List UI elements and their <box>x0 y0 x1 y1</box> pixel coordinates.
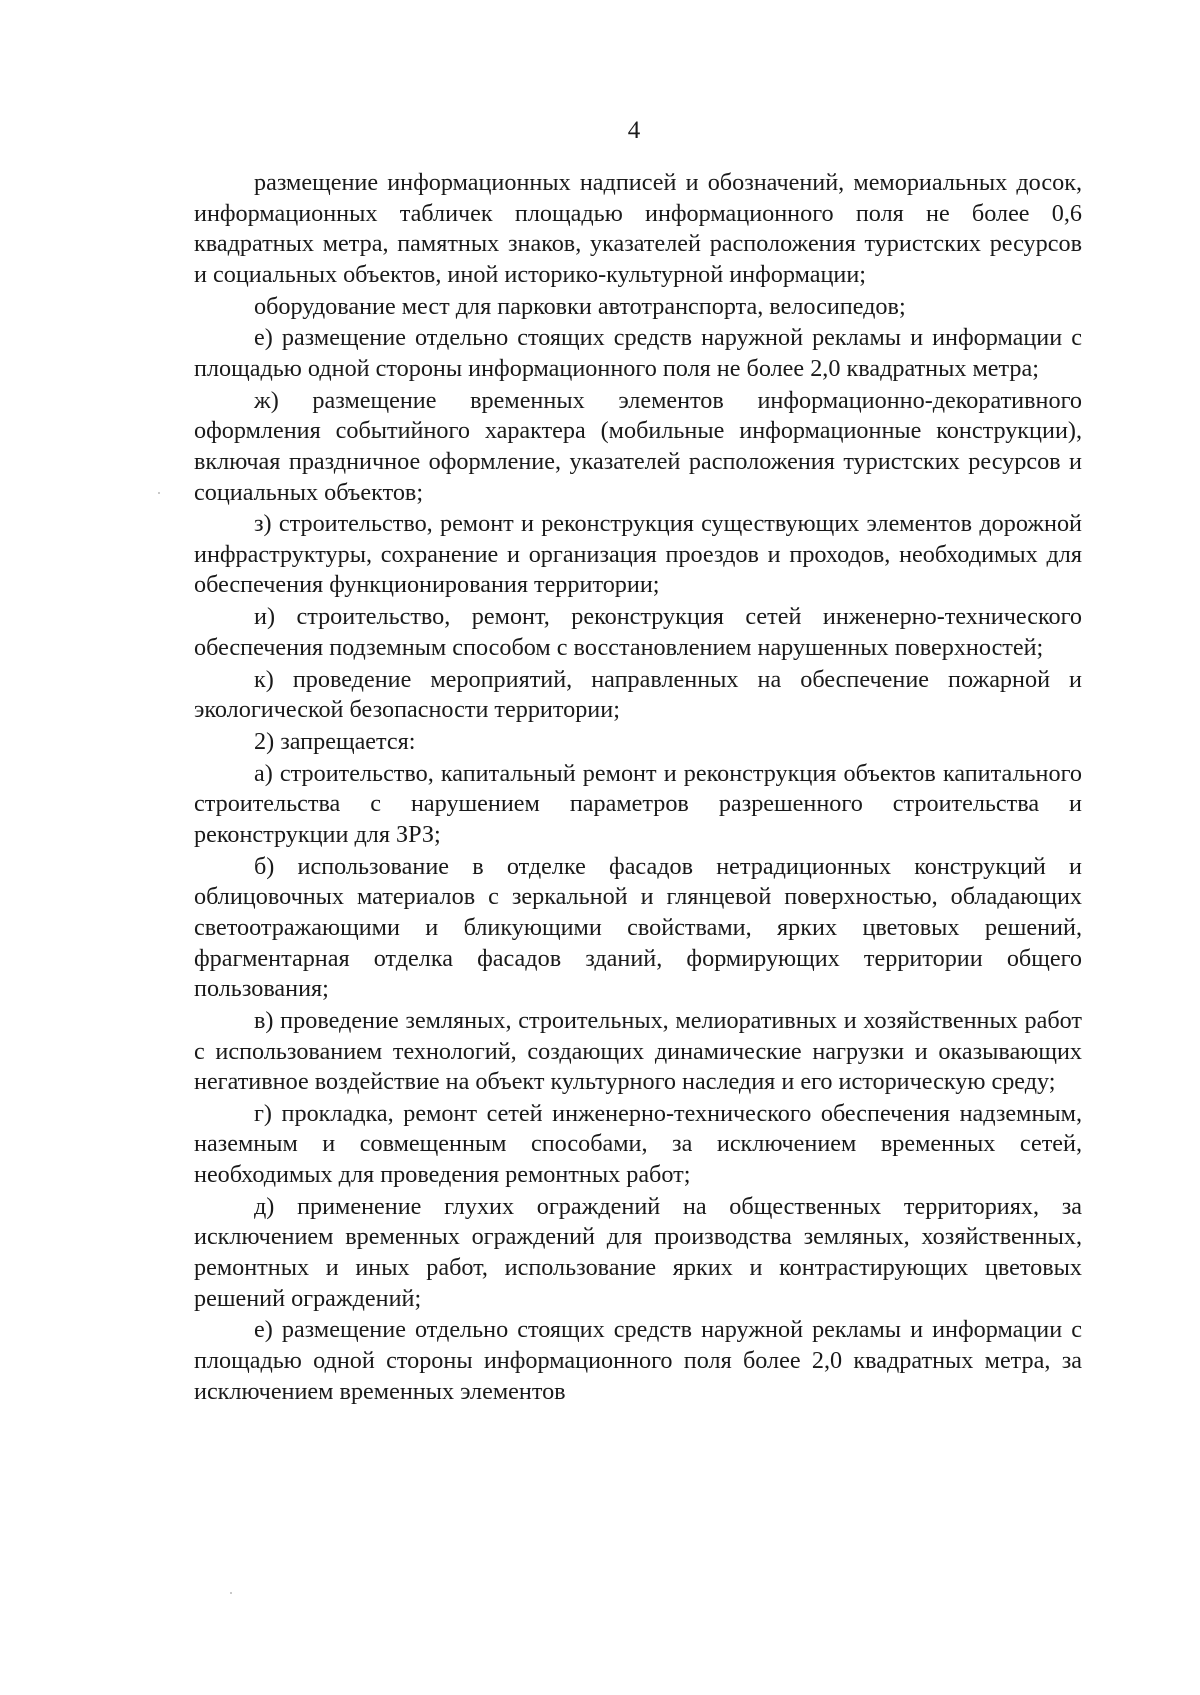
scan-speck <box>230 1592 232 1594</box>
scan-speck <box>158 492 160 494</box>
paragraph: и) строительство, ремонт, реконструкция сетей инженерно-технического обеспечения подземным способом с восстановлением нарушенных поверхностей; <box>194 603 1082 661</box>
paragraph: е) размещение отдельно стоящих средств наружной рекламы и информации с площадью одной стороны информационного поля более 2,0 квадратных метра, за исключением временных элементов <box>194 1316 1082 1405</box>
paragraph: а) строительство, капитальный ремонт и реконструкция объектов капитального строительства с нарушением параметров разрешенного строительства и реконструкции для ЗРЗ; <box>194 759 1082 848</box>
paragraph: д) применение глухих ограждений на общественных территориях, за исключением временных ограждений для производства земляных, хозяйственных, ремонтных и иных работ, использование ярких и контрастирующих цветовых решений ограждений; <box>194 1192 1082 1312</box>
paragraph: в) проведение земляных, строительных, мелиоративных и хозяйственных работ с использованием технологий, создающих динамические нагрузки и оказывающих негативное воздействие на объект культурного наследия и его историческую среду; <box>194 1006 1082 1096</box>
paragraph: б) использование в отделке фасадов нетрадиционных конструкций и облицовочных материалов с зеркальной и глянцевой поверхностью, обладающих светоотражающими и бликующими свойствами, ярких цветовых решений, фрагментарная отделка фасадов зданий, формирующих территории общего пользования; <box>194 852 1082 1003</box>
paragraph: к) проведение мероприятий, направленных на обеспечение пожарной и экологической безопасности территории; <box>194 665 1082 724</box>
paragraph: размещение информационных надписей и обозначений, мемориальных досок, информационных табличек площадью информационного поля не более 0,6 квадратных метра, памятных знаков, указателей расположения туристских ресурсов и социальных объектов, иной историко-культурной информации; <box>194 169 1082 288</box>
paragraph: 2) запрещается: <box>254 728 416 755</box>
paragraph: оборудование мест для парковки автотранспорта, велосипедов; <box>254 292 906 320</box>
paragraph: з) строительство, ремонт и реконструкция существующих элементов дорожной инфраструктуры, сохранение и организация проездов и проходов, необходимых для обеспечения функционирования территории; <box>194 510 1082 599</box>
document-body <box>194 168 1082 1408</box>
paragraph: е) размещение отдельно стоящих средств наружной рекламы и информации с площадью одной стороны информационного поля не более 2,0 квадратных метра; <box>194 324 1082 382</box>
page-number: 4 <box>627 117 641 144</box>
paragraph: г) прокладка, ремонт сетей инженерно-технического обеспечения надземным, наземным и совмещенным способами, за исключением временных сетей, необходимых для проведения ремонтных работ; <box>194 1099 1082 1189</box>
paragraph: ж) размещение временных элементов информационно-декоративного оформления событийного характера (мобильные информационные конструкции), включая праздничное оформление, указателей расположения туристских ресурсов и социальных объектов; <box>194 386 1082 506</box>
